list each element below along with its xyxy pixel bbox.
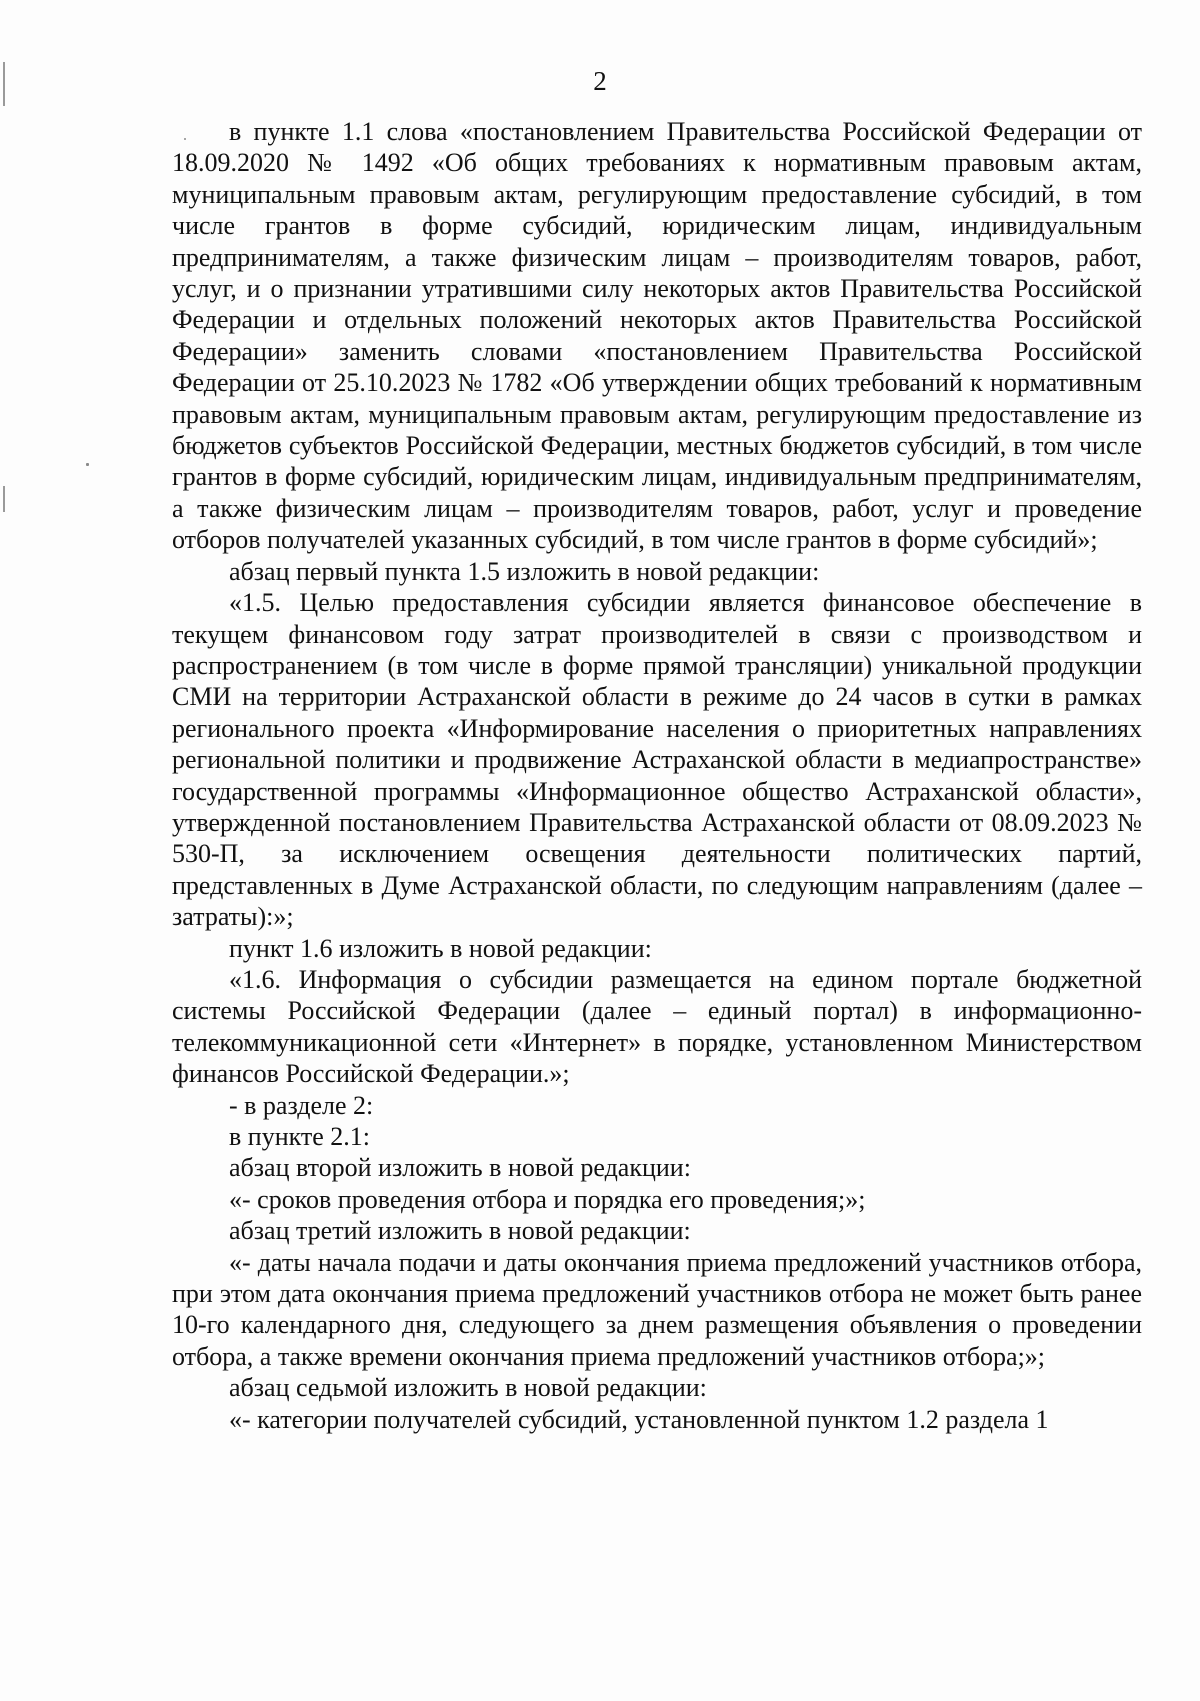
paragraph: «1.5. Целью предоставления субсидии является финансовое обеспечение в текущем финансовом году затрат производителей в связи с производством и распространением (в том числе в форме прямой трансляции) уникальной продукции СМИ на территории Астраханской области в режиме до 24 часов в сутки в рамках регионального проекта «Информирование населения о приоритетных направлениях региональной политики и продвижение Астраханской области в медиапространстве» государственной программы «Информационное общество Астраханской области», утвержденной постановлением Правительства Астраханской области от 08.09.2023 № 530-П, за исключением освещения деятельности политических партий, представленных в Думе Астраханской области, по следующим направлениям (далее – затраты):»; bbox=[172, 588, 1142, 932]
paragraph: «1.6. Информация о субсидии размещается на едином портале бюджетной системы Российской Федерации (далее – единый портал) в информационно-телекоммуникационной сети «Интернет» в порядке, установленном Министерством финансов Российской Федерации.»; bbox=[172, 964, 1142, 1089]
paragraph: «- даты начала подачи и даты окончания приема предложений участников отбора, при этом дата окончания приема предложений участников отбора не может быть ранее 10-го календарного дня, следующего за днем размещения объявления о проведении отбора, а также времени окончания приема предложений участников отбора;»; bbox=[172, 1247, 1142, 1371]
paragraph: «- сроков проведения отбора и порядка его проведения;»; bbox=[229, 1184, 866, 1214]
paragraph: абзац седьмой изложить в новой редакции: bbox=[229, 1373, 707, 1403]
paragraph: абзац первый пункта 1.5 изложить в новой редакции: bbox=[229, 556, 820, 586]
paragraph: пункт 1.6 изложить в новой редакции: bbox=[229, 933, 652, 963]
paragraph: - в разделе 2: bbox=[229, 1090, 374, 1120]
scan-speck bbox=[86, 463, 89, 466]
paragraph: «- категории получателей субсидий, установленной пунктом 1.2 раздела 1 bbox=[229, 1404, 1049, 1434]
paragraph: в пункте 2.1: bbox=[229, 1122, 371, 1151]
paragraph: в пункте 1.1 слова «постановлением Правительства Российской Федерации от 18.09.2020 № 1492 «Об общих требованиях к нормативным правовым актам, муниципальным правовым актам, регулирующим предоставление субсидий, в том числе грантов в форме субсидий, юридическим лицам, индивидуальным предпринимателям, а также физическим лицам – производителям товаров, работ, услуг, и о признании утратившими силу некоторых актов Правительства Российской Федерации и отдельных положений некоторых актов Правительства Российской Федерации» заменить словами «постановлением Правительства Российской Федерации от 25.10.2023 № 1782 «Об утверждении общих требований к нормативным правовым актам, муниципальным правовым актам, регулирующим предоставление из бюджетов субъектов Российской Федерации, местных бюджетов субсидий, в том числе грантов в форме субсидий, юридическим лицам, индивидуальным предпринимателям, а также физическим лицам – производителям товаров, работ, услуг и проведение отборов получателей указанных субсидий, в том числе грантов в форме субсидий»; bbox=[172, 117, 1142, 555]
scan-edge-mark bbox=[3, 486, 5, 512]
page-number: 2 bbox=[593, 66, 607, 96]
paragraph: абзац второй изложить в новой редакции: bbox=[229, 1153, 691, 1183]
document-body bbox=[172, 116, 1142, 1435]
paragraph: абзац третий изложить в новой редакции: bbox=[229, 1216, 691, 1246]
